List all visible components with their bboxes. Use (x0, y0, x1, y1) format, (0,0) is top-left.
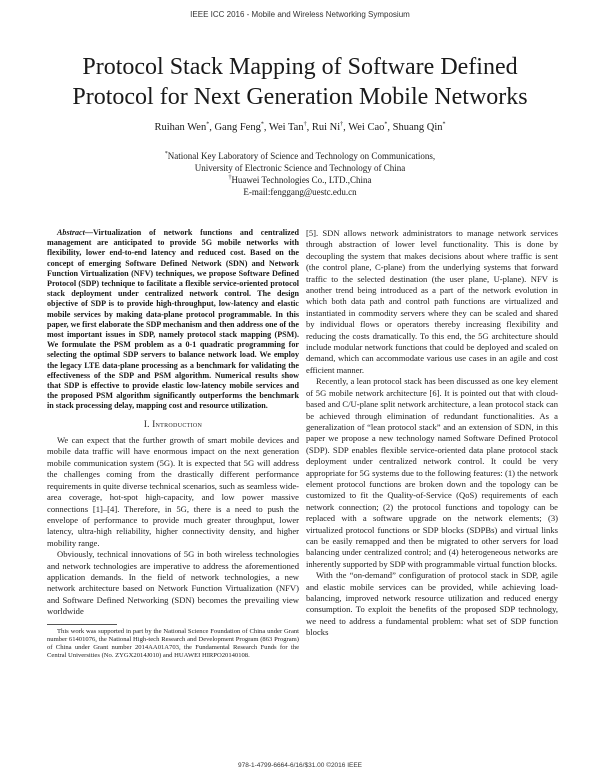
author-list (40, 122, 560, 133)
copyright-line: 978-1-4799-6664-6/16/$31.00 ©2016 IEEE (237, 762, 363, 769)
author-affil-mark: † (340, 121, 344, 128)
affiliations (40, 150, 560, 198)
author-name: Wei Cao (348, 122, 385, 133)
author: Gang Feng*, (214, 121, 269, 133)
title-line-1: Protocol Stack Mapping of Software Defined (82, 54, 518, 80)
author: Rui Ni†, (311, 121, 349, 133)
body-paragraph: [5]. SDN allows network administrators to manage network services through abstraction of lower level functionality. This is done by decoupling the system that makes decisions about where traffic is sent (the control plane, C-plane) from the underlying systems that forward traffic to the selected destination (the user plane, U-plane). NFV is another trend being introduced as a part of the network evolution in which both data path and control path functions are virtualized and instantiated in commodity servers where they can be scaled and shared by individual flows or operators thereby increasing flexibility and reducing the costs dramatically. To this end, the 5G architecture should include modular network functions that could be deployed and scaled on demand, which can accommodate various use cases in an agile and cost efficient manner. (306, 228, 558, 375)
body-paragraph: Recently, a lean protocol stack has been discussed as one key element of 5G mobile network architecture [6]. It is pointed out that with cloud-based and C/U-plane split network architecture, a lean protocol stack can be achieved through elimination of redundant functionalities. As a generalization of “lean protocol stack” and an extension of SDN, in this paper we propose a new technology named Software Defined Protocol (SDP). SDP enables flexible service-oriented data plane protocol stack deployment under centralized network control. It could be very appropriate for 5G systems due to the following features: (1) the network element protocol functions are broken down and the topology can be customized to fit the Quality-of-Service (QoS) requirements of each network connection; (2) the protocol functions and topology can be replaced with a software upgrade on the network elements; (3) virtualized protocol functions or SDP blocks (SDPBs) and virtual links can be easily remapped and then be migrated to other servers for load balancing under centralized control; and (4) heterogeneous networks are inherently supported by SDP with programmable virtual function blocks. (306, 376, 558, 569)
author-affil-mark: † (303, 121, 307, 128)
body-paragraph: We can expect that the further growth of smart mobile devices and mobile data traffic will have enormous impact on the next generation mobile communication system (5G). It is expected that 5G will address the challenges coming from the drastically different performance requirements in quite diverse technical scenarios, such as seamless wide-area coverage, hot-spot high-capacity, and low power massive connections [1]–[4]. Therefore, in 5G, there is a need to push the envelope of performance to provide much greater throughput, lower latency, ultra-high reliability, higher connectivity density, and higher mobility range. (47, 435, 299, 548)
section-heading: I. Introduction (143, 418, 203, 429)
right-column (306, 228, 558, 639)
author-affil-mark: * (442, 121, 446, 128)
author-affil-mark: * (384, 121, 388, 128)
author: Wei Cao*, (348, 121, 393, 133)
abstract-text: —Virtualization of network functions and centralized management are anticipated to provide 5G mobile networks with flexibility, lower end-to-end latency and reduced cost. Based on the concept of emerging Software Defined Network (SDN) and Network Function Virtualization (NFV) techniques, we propose Software Defined Protocol (SDP) technique to facilitate a flexible service-oriented protocol stack deployment under centralized network control. The design objective of SDP is to provide high-throughput, low-latency and elastic mobile services by making data-plane protocol programmable. In this paper, we first elaborate the SDP mechanism and then address one of the most important issues in SDP, namely protocol stack mapping (PSM). We formulate the PSM problem as a 0-1 quadratic programming for selecting the optimal SDP servers to balance network load. We employ the legacy LTE data-plane processing as a benchmark for validating the effectiveness of the SDP and PSM algorithm. Numerical results show that SDP is effective to provide elastic low-latency mobile services and the proposed PSM algorithm significantly outperforms the benchmark in stack processing delay, mapping cost and resource utilization. (47, 228, 299, 411)
abstract-label: Abstract (57, 228, 85, 237)
paper-title (40, 52, 560, 112)
affiliation-line: University of Electronic Science and Technology of China (194, 163, 406, 173)
author-name: Ruihan Wen (154, 122, 207, 133)
body-paragraph: With the “on-demand” configuration of protocol stack in SDP, agile and elastic mobile services can be provided, while achieving load-balancing, improved network resource utilization and reduced energy consumption. To exploit the benefits of the proposed SDP technology, we need to address a fundamental problem: what set of SDP function blocks (306, 570, 558, 638)
footnote-divider (47, 624, 117, 625)
author-name: Rui Ni (311, 122, 341, 133)
author-affil-mark: * (260, 121, 264, 128)
author: Ruihan Wen*, (154, 121, 215, 133)
author-name: Shuang Qin (392, 122, 443, 133)
author-name: Gang Feng (214, 122, 261, 133)
affiliation-line: †Huawei Technologies Co., LTD.,China (228, 175, 372, 185)
body-paragraph: Obviously, technical innovations of 5G in both wireless technologies and network technologies are imperative to address the aforementioned application demands. In the field of network technologies, a new network architecture based on Network Function Virtualization (NFV) and Software Defined Networking (SDN) becomes the prevailing view worldwide (47, 549, 299, 617)
author: Wei Tan†, (268, 121, 312, 133)
affil-mark: * (164, 151, 168, 157)
funding-footnote: This work was supported in part by the National Science Foundation of China under Grant number 61401076, the National High-tech Research and Development Program (863 Program) of China under Grant number 2014AA01A703, the Fundamental Research Funds for the Central Universities (No. ZYGX2014J010) and HUAWEI HIRPO20140108. (47, 627, 299, 660)
author-affil-mark: * (206, 121, 210, 128)
abstract (47, 228, 299, 412)
running-header: IEEE ICC 2016 - Mobile and Wireless Networking Symposium (190, 10, 410, 19)
affiliation-line: *National Key Laboratory of Science and Technology on Communications, (164, 151, 436, 161)
author-name: Wei Tan (268, 122, 304, 133)
left-column (47, 228, 299, 660)
title-line-2: Protocol for Next Generation Mobile Networks (72, 84, 528, 110)
author (393, 122, 446, 133)
affil-mark: † (228, 175, 232, 181)
contact-email: E-mail:fenggang@uestc.edu.cn (243, 187, 357, 197)
